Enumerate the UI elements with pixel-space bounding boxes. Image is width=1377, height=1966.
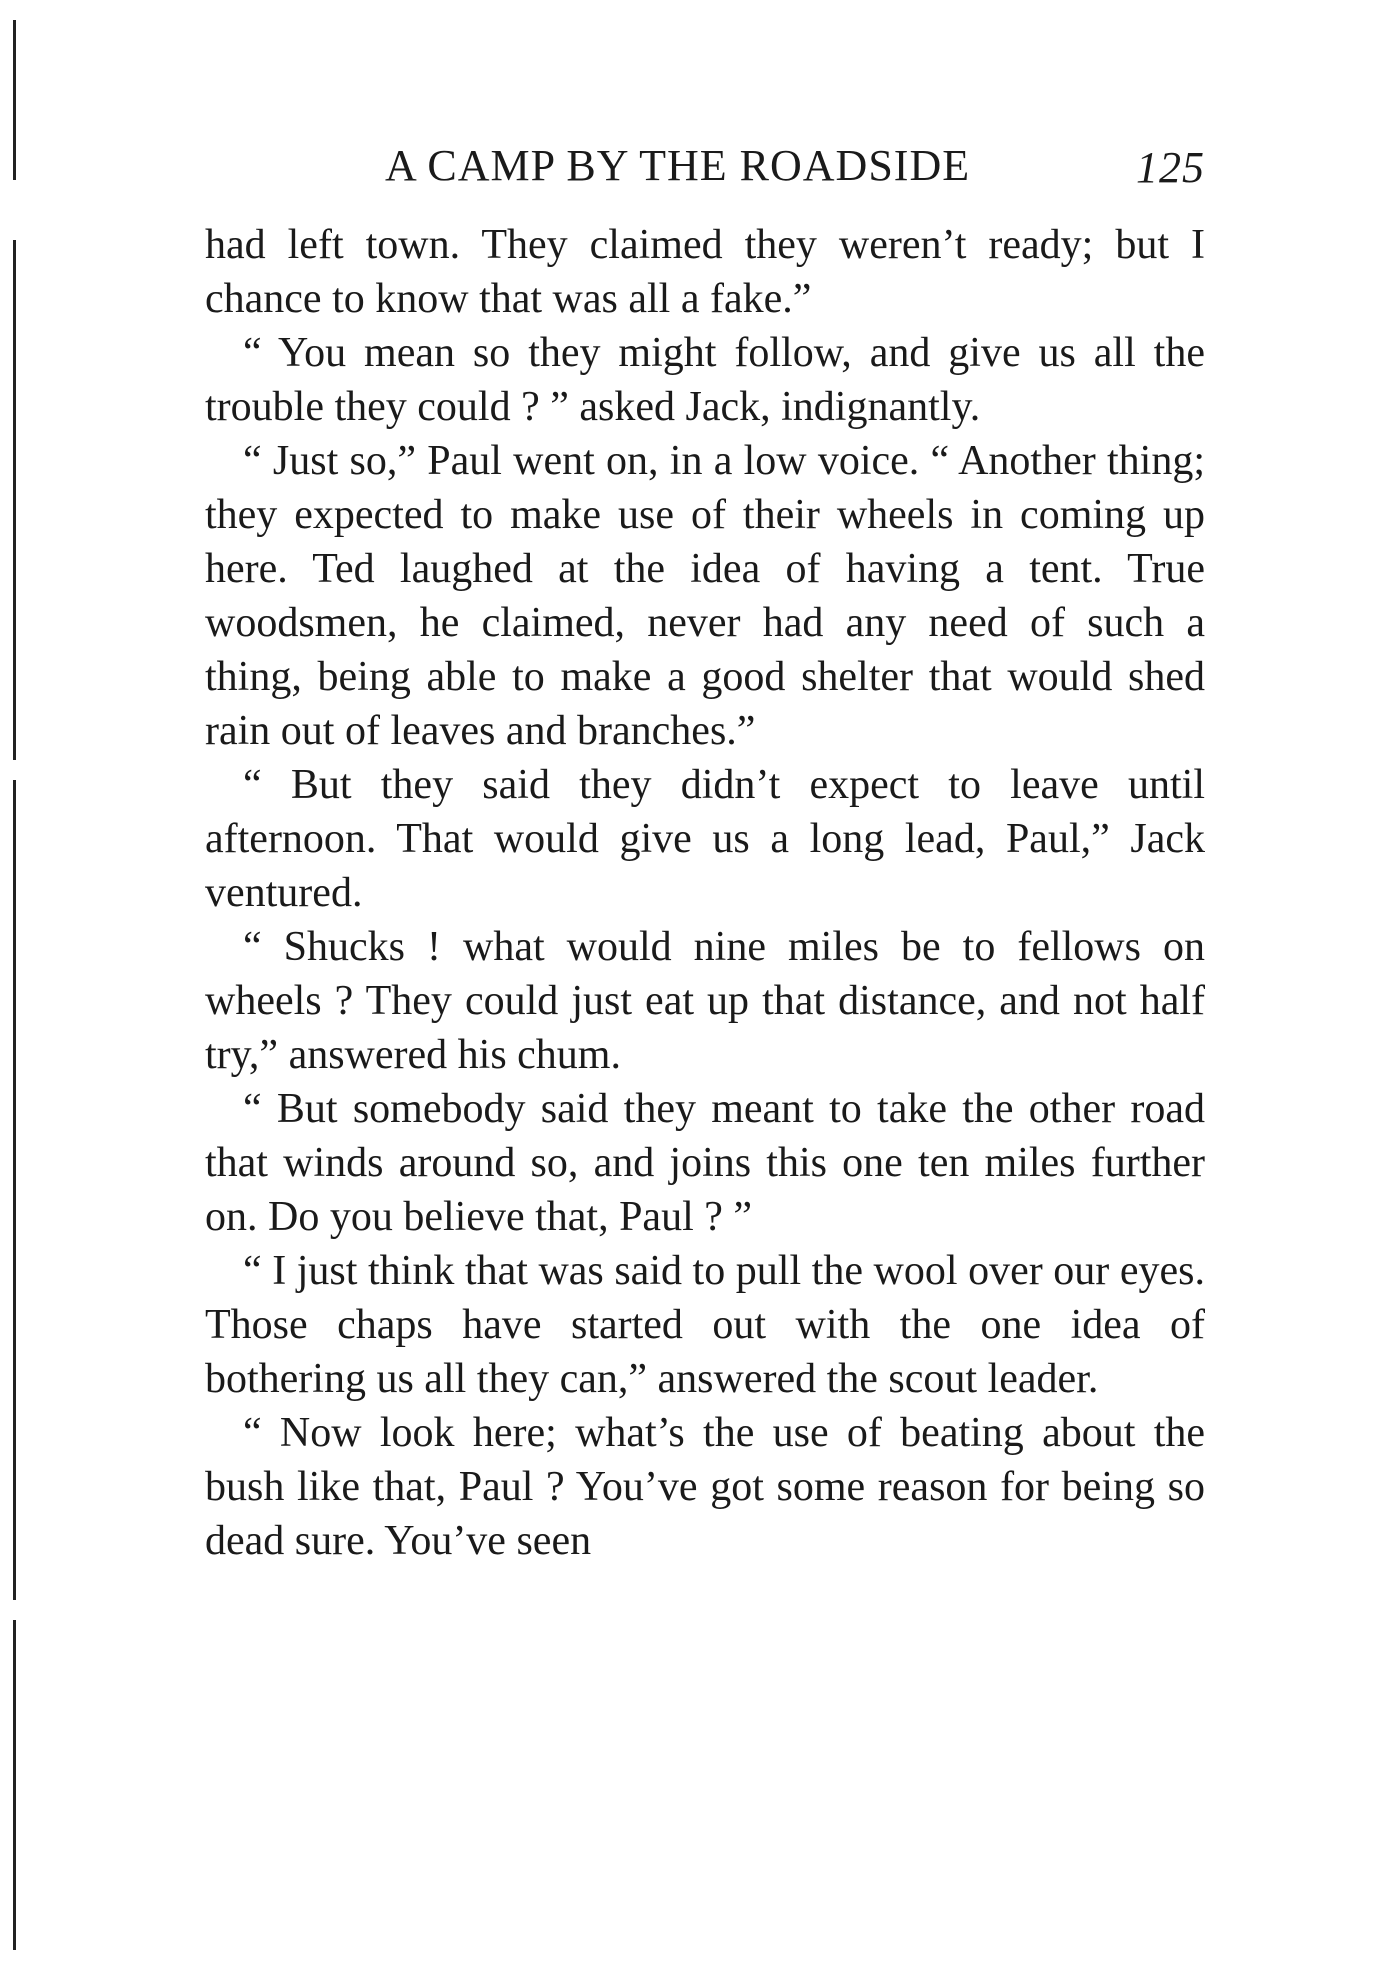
paragraph: “ But somebody said they meant to take the other road that winds around so, and joins this one ten miles further on. Do you believe that, Paul ? ”	[205, 1086, 1205, 1240]
paragraph: had left town. They claimed they weren’t ready; but I chance to know that was all a fake.”	[205, 222, 1205, 322]
page-number: 125	[1136, 143, 1205, 192]
book-page	[205, 140, 1205, 1568]
binding-edge	[13, 1620, 16, 1950]
paragraph: “ But they said they didn’t expect to leave until afternoon. That would give us a long lead, Paul,” Jack ventured.	[205, 762, 1205, 916]
paragraph: “ Just so,” Paul went on, in a low voice. “ Another thing; they expected to make use of their wheels in coming up here. Ted laughed at the idea of having a tent. True woodsmen, he claimed, never had any need of such a thing, being able to make a good shelter that would shed rain out of leaves and branches.”	[205, 438, 1205, 754]
running-head	[205, 140, 1205, 200]
binding-edge	[13, 780, 16, 1600]
running-title: A CAMP BY THE ROADSIDE	[385, 141, 971, 190]
paragraph: “ You mean so they might follow, and give us all the trouble they could ? ” asked Jack, indignantly.	[205, 330, 1205, 430]
body-text	[205, 218, 1205, 1568]
binding-edge	[13, 20, 16, 180]
paragraph: “ Now look here; what’s the use of beating about the bush like that, Paul ? You’ve got some reason for being so dead sure. You’ve seen	[205, 1410, 1205, 1564]
paragraph: “ Shucks ! what would nine miles be to fellows on wheels ? They could just eat up that distance, and not half try,” answered his chum.	[205, 924, 1205, 1078]
binding-edge	[13, 240, 16, 760]
paragraph: “ I just think that was said to pull the wool over our eyes. Those chaps have started out with the one idea of bothering us all they can,” answered the scout leader.	[205, 1248, 1205, 1402]
